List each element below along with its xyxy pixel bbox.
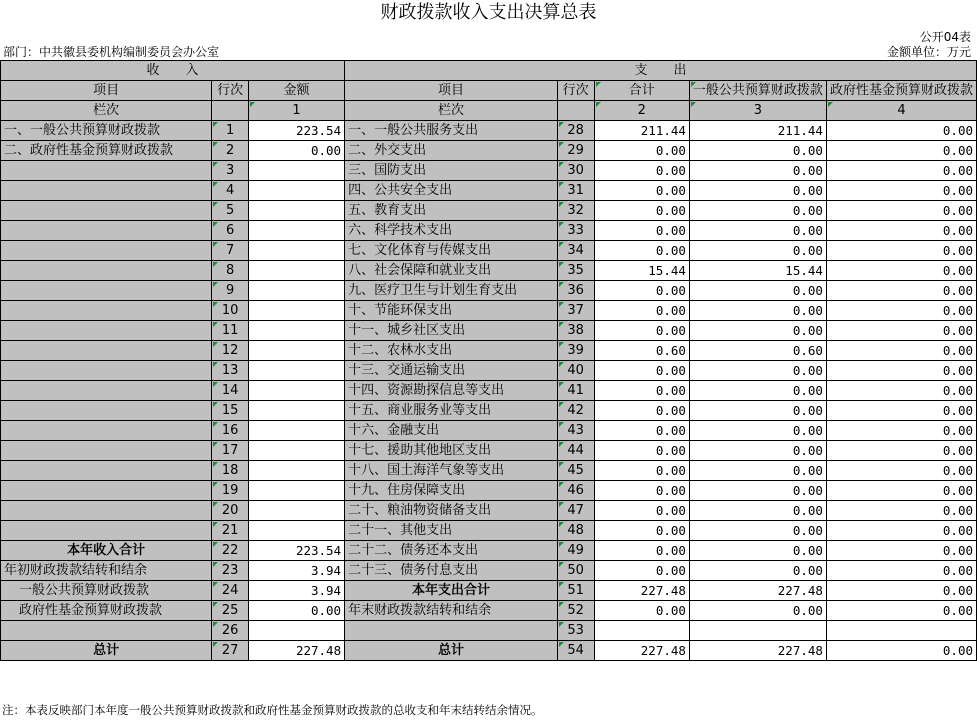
expense-line-cell: 52 [557, 601, 594, 621]
expense-total-cell: 0.00 [594, 561, 689, 581]
expense-total-cell: 0.00 [594, 601, 689, 621]
income-amount-cell [248, 421, 344, 441]
income-line-cell: 14 [212, 381, 249, 401]
expense-total-cell: 0.00 [594, 181, 689, 201]
col-blank-left [212, 101, 249, 121]
income-item-cell [1, 321, 212, 341]
expense-item-cell: 一、一般公共服务支出 [345, 121, 558, 141]
general-budget-cell: 0.00 [689, 301, 826, 321]
gov-fund-cell: 0.00 [826, 161, 976, 181]
expense-total-cell: 0.00 [594, 401, 689, 421]
table-row [1, 441, 977, 461]
gov-fund-cell: 0.00 [826, 301, 976, 321]
gov-fund-cell: 0.00 [826, 321, 976, 341]
expense-item-cell: 六、科学技术支出 [345, 221, 558, 241]
expense-item-cell [345, 621, 558, 641]
gov-fund-cell [826, 621, 976, 641]
general-budget-header: 一般公共预算财政拨款 [689, 81, 826, 101]
general-budget-cell: 0.00 [689, 561, 826, 581]
expense-total-cell [594, 621, 689, 641]
general-budget-cell: 0.00 [689, 221, 826, 241]
income-line-cell: 5 [212, 201, 249, 221]
income-item-cell [1, 161, 212, 181]
expense-total-cell: 0.00 [594, 281, 689, 301]
income-amount-cell [248, 321, 344, 341]
expense-item-cell: 二十一、其他支出 [345, 521, 558, 541]
expense-total-cell: 0.00 [594, 361, 689, 381]
table-row [1, 381, 977, 401]
income-item-cell: 一、一般公共预算财政拨款 [1, 121, 212, 141]
income-line-cell: 22 [212, 541, 249, 561]
income-item-cell [1, 181, 212, 201]
income-item-cell: 二、政府性基金预算财政拨款 [1, 141, 212, 161]
income-amount-cell: 3.94 [248, 581, 344, 601]
general-budget-cell: 0.00 [689, 181, 826, 201]
expense-item-cell: 五、教育支出 [345, 201, 558, 221]
income-amount-cell [248, 521, 344, 541]
income-line-cell: 17 [212, 441, 249, 461]
income-item-cell: 一般公共预算财政拨款 [1, 581, 212, 601]
income-item-cell [1, 341, 212, 361]
income-line-cell: 3 [212, 161, 249, 181]
income-line-cell: 15 [212, 401, 249, 421]
income-line-cell: 1 [212, 121, 249, 141]
expense-total-cell: 0.00 [594, 221, 689, 241]
income-item-cell [1, 261, 212, 281]
income-item-cell [1, 501, 212, 521]
income-line-cell: 13 [212, 361, 249, 381]
table-row [1, 481, 977, 501]
expense-line-cell: 44 [557, 441, 594, 461]
table-row [1, 401, 977, 421]
gov-fund-cell: 0.00 [826, 521, 976, 541]
table-row [1, 321, 977, 341]
expense-total-cell: 227.48 [594, 581, 689, 601]
income-line-cell: 10 [212, 301, 249, 321]
table-row [1, 301, 977, 321]
expense-line-cell: 30 [557, 161, 594, 181]
gov-fund-cell: 0.00 [826, 601, 976, 621]
gov-fund-cell: 0.00 [826, 441, 976, 461]
expense-line-cell: 47 [557, 501, 594, 521]
income-line-cell: 2 [212, 141, 249, 161]
gov-fund-header: 政府性基金预算财政拨款 [826, 81, 976, 101]
table-row [1, 521, 977, 541]
general-budget-cell: 0.00 [689, 481, 826, 501]
expense-line-cell: 40 [557, 361, 594, 381]
income-item-cell: 总计 [1, 641, 212, 661]
general-budget-cell: 0.00 [689, 441, 826, 461]
table-row [1, 141, 977, 161]
general-budget-cell: 0.00 [689, 461, 826, 481]
gov-fund-cell: 0.00 [826, 201, 976, 221]
expense-total-cell: 0.00 [594, 241, 689, 261]
income-item-cell [1, 301, 212, 321]
table-row [1, 461, 977, 481]
expense-total-cell: 0.00 [594, 481, 689, 501]
expense-line-cell: 35 [557, 261, 594, 281]
expense-item-cell: 十四、资源勘探信息等支出 [345, 381, 558, 401]
income-item-cell: 本年收入合计 [1, 541, 212, 561]
table-row [1, 201, 977, 221]
income-line-cell: 20 [212, 501, 249, 521]
expense-item-cell: 三、国防支出 [345, 161, 558, 181]
income-amount-cell: 0.00 [248, 141, 344, 161]
general-budget-cell: 0.00 [689, 541, 826, 561]
col-number-2: 2 [594, 101, 689, 121]
expense-item-cell: 十三、交通运输支出 [345, 361, 558, 381]
expense-item-cell: 年末财政拨款结转和结余 [345, 601, 558, 621]
gov-fund-cell: 0.00 [826, 181, 976, 201]
gov-fund-cell: 0.00 [826, 141, 976, 161]
department-label: 部门：中共徽县委机构编制委员会办公室 [3, 45, 220, 59]
income-line-cell: 6 [212, 221, 249, 241]
table-row [1, 621, 977, 641]
income-amount-cell [248, 341, 344, 361]
expense-line-cell: 41 [557, 381, 594, 401]
income-item-cell [1, 621, 212, 641]
general-budget-cell: 0.00 [689, 241, 826, 261]
income-amount-cell: 0.00 [248, 601, 344, 621]
gov-fund-cell: 0.00 [826, 581, 976, 601]
general-budget-cell: 0.00 [689, 421, 826, 441]
budget-table [0, 60, 977, 661]
general-budget-cell: 0.60 [689, 341, 826, 361]
expense-item-cell: 十九、住房保障支出 [345, 481, 558, 501]
income-item-header: 项目 [1, 81, 212, 101]
gov-fund-cell: 0.00 [826, 481, 976, 501]
general-budget-cell: 0.00 [689, 361, 826, 381]
income-item-cell [1, 201, 212, 221]
income-line-cell: 16 [212, 421, 249, 441]
income-amount-cell [248, 401, 344, 421]
expense-item-cell: 十、节能环保支出 [345, 301, 558, 321]
unit-label: 金额单位：万元 [886, 45, 971, 59]
col-label-left: 栏次 [1, 101, 212, 121]
expense-line-cell: 51 [557, 581, 594, 601]
expense-total-cell: 0.00 [594, 161, 689, 181]
expense-line-cell: 46 [557, 481, 594, 501]
form-code: 公开04表 [919, 30, 971, 44]
expense-line-cell: 38 [557, 321, 594, 341]
table-row [1, 161, 977, 181]
general-budget-cell: 0.00 [689, 501, 826, 521]
expense-item-cell: 九、医疗卫生与计划生育支出 [345, 281, 558, 301]
expense-line-cell: 29 [557, 141, 594, 161]
table-row [1, 221, 977, 241]
expense-line-cell: 50 [557, 561, 594, 581]
income-amount-cell [248, 301, 344, 321]
income-line-cell: 27 [212, 641, 249, 661]
expense-total-cell: 0.00 [594, 501, 689, 521]
general-budget-cell: 0.00 [689, 201, 826, 221]
income-amount-cell [248, 161, 344, 181]
col-blank-right [557, 101, 594, 121]
expense-total-cell: 0.00 [594, 421, 689, 441]
income-amount-cell [248, 241, 344, 261]
expense-line-cell: 32 [557, 201, 594, 221]
expense-line-cell: 37 [557, 301, 594, 321]
expense-line-cell: 33 [557, 221, 594, 241]
expense-line-cell: 39 [557, 341, 594, 361]
expense-item-cell: 总计 [345, 641, 558, 661]
gov-fund-cell: 0.00 [826, 401, 976, 421]
expense-item-cell: 八、社会保障和就业支出 [345, 261, 558, 281]
general-budget-cell: 0.00 [689, 141, 826, 161]
expense-total-cell: 0.60 [594, 341, 689, 361]
general-budget-cell: 0.00 [689, 521, 826, 541]
expense-item-cell: 二十二、债务还本支出 [345, 541, 558, 561]
expense-item-cell: 十二、农林水支出 [345, 341, 558, 361]
income-amount-cell: 3.94 [248, 561, 344, 581]
general-budget-cell: 0.00 [689, 161, 826, 181]
expense-total-cell: 0.00 [594, 381, 689, 401]
expense-item-cell: 二十三、债务付息支出 [345, 561, 558, 581]
expense-line-cell: 53 [557, 621, 594, 641]
income-item-cell: 政府性基金预算财政拨款 [1, 601, 212, 621]
expense-item-cell: 七、文化体育与传媒支出 [345, 241, 558, 261]
expense-total-header: 合计 [594, 81, 689, 101]
expense-item-cell: 十五、商业服务业等支出 [345, 401, 558, 421]
income-item-cell [1, 281, 212, 301]
income-item-cell [1, 521, 212, 541]
gov-fund-cell: 0.00 [826, 421, 976, 441]
col-number-1: 1 [248, 101, 344, 121]
general-budget-cell: 227.48 [689, 581, 826, 601]
general-budget-cell: 227.48 [689, 641, 826, 661]
general-budget-cell: 0.00 [689, 281, 826, 301]
income-item-cell [1, 221, 212, 241]
general-budget-cell: 0.00 [689, 321, 826, 341]
table-row [1, 181, 977, 201]
table-row [1, 501, 977, 521]
income-amount-cell [248, 501, 344, 521]
gov-fund-cell: 0.00 [826, 221, 976, 241]
expense-line-cell: 28 [557, 121, 594, 141]
col-number-3: 3 [689, 101, 826, 121]
expense-item-cell: 十七、援助其他地区支出 [345, 441, 558, 461]
expense-item-cell: 十六、金融支出 [345, 421, 558, 441]
gov-fund-cell: 0.00 [826, 541, 976, 561]
income-line-cell: 24 [212, 581, 249, 601]
gov-fund-cell: 0.00 [826, 501, 976, 521]
income-line-cell: 23 [212, 561, 249, 581]
gov-fund-cell: 0.00 [826, 241, 976, 261]
expense-item-cell: 本年支出合计 [345, 581, 558, 601]
income-item-cell [1, 381, 212, 401]
expense-total-cell: 227.48 [594, 641, 689, 661]
table-row [1, 261, 977, 281]
income-header: 收 入 [1, 61, 345, 81]
table-row [1, 641, 977, 661]
income-amount-cell [248, 221, 344, 241]
income-line-cell: 25 [212, 601, 249, 621]
gov-fund-cell: 0.00 [826, 461, 976, 481]
expense-total-cell: 15.44 [594, 261, 689, 281]
income-amount-cell [248, 201, 344, 221]
expense-total-cell: 211.44 [594, 121, 689, 141]
income-amount-cell [248, 261, 344, 281]
gov-fund-cell: 0.00 [826, 361, 976, 381]
income-item-cell: 年初财政拨款结转和结余 [1, 561, 212, 581]
income-amount-cell [248, 481, 344, 501]
table-row [1, 541, 977, 561]
expense-total-cell: 0.00 [594, 461, 689, 481]
expense-total-cell: 0.00 [594, 321, 689, 341]
income-item-cell [1, 481, 212, 501]
income-amount-cell [248, 281, 344, 301]
gov-fund-cell: 0.00 [826, 341, 976, 361]
general-budget-cell: 0.00 [689, 401, 826, 421]
expense-item-cell: 四、公共安全支出 [345, 181, 558, 201]
income-line-cell: 7 [212, 241, 249, 261]
expense-item-cell: 十一、城乡社区支出 [345, 321, 558, 341]
expense-line-cell: 42 [557, 401, 594, 421]
income-amount-cell [248, 361, 344, 381]
income-amount-header: 金额 [248, 81, 344, 101]
income-line-cell: 26 [212, 621, 249, 641]
report-title: 财政拨款收入支出决算总表 [380, 2, 597, 23]
expense-line-cell: 49 [557, 541, 594, 561]
income-amount-cell: 223.54 [248, 121, 344, 141]
income-line-cell: 12 [212, 341, 249, 361]
expense-line-header: 行次 [557, 81, 594, 101]
income-line-cell: 9 [212, 281, 249, 301]
table-row [1, 341, 977, 361]
expense-line-cell: 36 [557, 281, 594, 301]
income-item-cell [1, 401, 212, 421]
expense-item-cell: 二、外交支出 [345, 141, 558, 161]
expense-total-cell: 0.00 [594, 201, 689, 221]
income-amount-cell: 223.54 [248, 541, 344, 561]
expense-line-cell: 43 [557, 421, 594, 441]
table-row [1, 421, 977, 441]
income-line-cell: 21 [212, 521, 249, 541]
gov-fund-cell: 0.00 [826, 261, 976, 281]
general-budget-cell [689, 621, 826, 641]
footnote: 注：本表反映部门本年度一般公共预算财政拨款和政府性基金预算财政拨款的总收支和年末结转结余情况。 [2, 703, 543, 717]
expense-line-cell: 34 [557, 241, 594, 261]
income-line-cell: 8 [212, 261, 249, 281]
expense-total-cell: 0.00 [594, 441, 689, 461]
income-item-cell [1, 441, 212, 461]
expense-line-cell: 31 [557, 181, 594, 201]
expense-line-cell: 45 [557, 461, 594, 481]
general-budget-cell: 15.44 [689, 261, 826, 281]
expense-line-cell: 48 [557, 521, 594, 541]
income-amount-cell [248, 461, 344, 481]
col-number-4: 4 [826, 101, 976, 121]
income-item-cell [1, 241, 212, 261]
gov-fund-cell: 0.00 [826, 641, 976, 661]
income-amount-cell: 227.48 [248, 641, 344, 661]
expense-item-header: 项目 [345, 81, 558, 101]
expense-item-cell: 二十、粮油物资储备支出 [345, 501, 558, 521]
table-row [1, 601, 977, 621]
table-row [1, 281, 977, 301]
table-row [1, 241, 977, 261]
income-line-cell: 11 [212, 321, 249, 341]
expense-total-cell: 0.00 [594, 541, 689, 561]
income-line-header: 行次 [212, 81, 249, 101]
general-budget-cell: 0.00 [689, 381, 826, 401]
expense-total-cell: 0.00 [594, 301, 689, 321]
col-label-right: 栏次 [345, 101, 558, 121]
gov-fund-cell: 0.00 [826, 121, 976, 141]
income-item-cell [1, 461, 212, 481]
expense-line-cell: 54 [557, 641, 594, 661]
income-line-cell: 4 [212, 181, 249, 201]
table-row [1, 361, 977, 381]
income-item-cell [1, 361, 212, 381]
income-line-cell: 19 [212, 481, 249, 501]
table-row [1, 561, 977, 581]
income-item-cell [1, 421, 212, 441]
income-amount-cell [248, 381, 344, 401]
expense-total-cell: 0.00 [594, 141, 689, 161]
general-budget-cell: 0.00 [689, 601, 826, 621]
gov-fund-cell: 0.00 [826, 561, 976, 581]
income-amount-cell [248, 181, 344, 201]
gov-fund-cell: 0.00 [826, 281, 976, 301]
general-budget-cell: 211.44 [689, 121, 826, 141]
expense-item-cell: 十八、国土海洋气象等支出 [345, 461, 558, 481]
income-amount-cell [248, 621, 344, 641]
expense-header: 支 出 [345, 61, 977, 81]
income-amount-cell [248, 441, 344, 461]
income-line-cell: 18 [212, 461, 249, 481]
gov-fund-cell: 0.00 [826, 381, 976, 401]
expense-total-cell: 0.00 [594, 521, 689, 541]
table-row [1, 581, 977, 601]
table-row [1, 121, 977, 141]
